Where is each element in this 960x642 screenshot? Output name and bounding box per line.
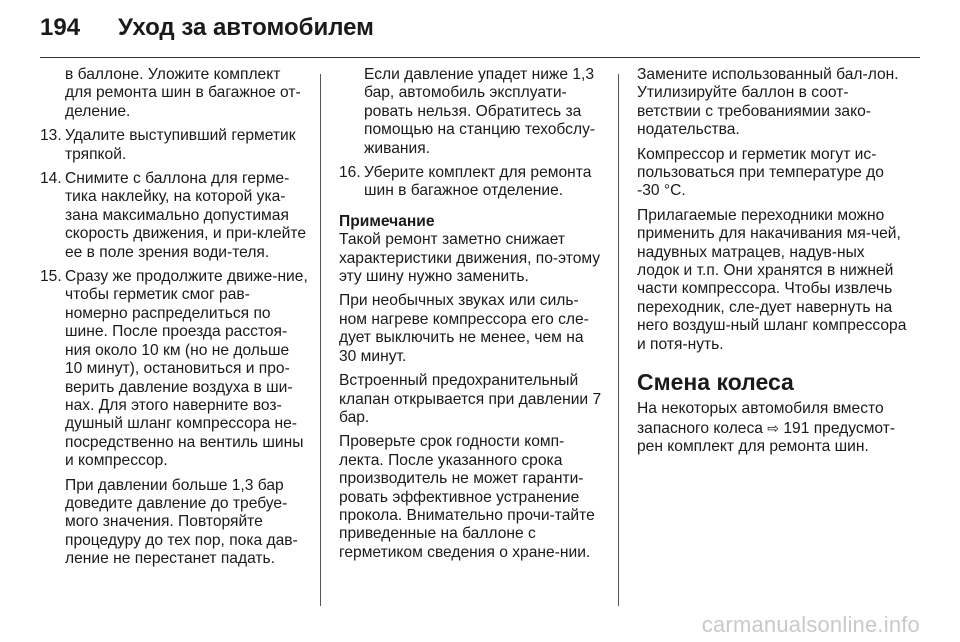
paragraph: Замените использованный бал-лон. Утилизируйте баллон в соот-ветствии с требованиямии зако-нодательства. <box>637 66 899 139</box>
column-3 <box>637 66 907 462</box>
note-paragraph: Такой ремонт заметно снижает характеристики движения, по-этому эту шину нужно заменить. <box>339 231 601 286</box>
list-number: 14. <box>40 170 62 188</box>
list-text: Снимите с баллона для герме-тика наклейку, на которой ука-зана максимально допустимая скорость движения, и при-клейте ее в поле зрения води-теля. <box>65 170 307 261</box>
list-number: 13. <box>40 127 62 145</box>
column-1 <box>40 66 308 575</box>
section-heading: Смена колеса <box>637 369 794 396</box>
column-divider <box>618 74 619 606</box>
list-number: 16. <box>339 164 361 182</box>
paragraph-continued: в баллоне. Уложите комплект для ремонта шин в багажное от-деление. <box>65 66 301 120</box>
list-text: Уберите комплект для ремонта шин в багажное отделение. <box>364 164 592 200</box>
list-item-15 <box>40 268 308 470</box>
list-text: Сразу же продолжите движе-ние, чтобы герметик смог рав-номерно распределиться по шине. После проезда расстоя-ния около 10 км (но не дольше 10 минут), остановиться и про-верить давление воздуха в ши-нах. Для этого наверните воз-душный шланг компрессора не-посредственно на вентиль шины и компрессор. <box>65 268 308 470</box>
paragraph: Прилагаемые переходники можно применить для накачивания мя-чей, надувных матрацев, надув-ных лодок и т.п. Они хранятся в нижней части компрессора. Чтобы извлечь переходник, сле-дует навернуть на него воздуш-ный шланг компрессора и потя-нуть. <box>637 206 907 353</box>
note-paragraph: Встроенный предохранительный клапан открывается при давлении 7 бар. <box>339 372 602 426</box>
header-rule <box>40 57 920 58</box>
page-reference-arrow-icon: ⇨ <box>767 419 780 436</box>
page-number: 194 <box>40 14 81 41</box>
column-2 <box>339 66 605 568</box>
note-paragraph: При необычных звуках или силь-ном нагреве компрессора его сле-дует выключить не менее, чем на 30 минут. <box>339 292 589 365</box>
list-item-14 <box>40 170 308 262</box>
page-title: Уход за автомобилем <box>118 14 374 41</box>
list-item-13 <box>40 127 308 164</box>
list-text: Удалите выступивший герметик тряпкой. <box>65 127 296 163</box>
note-paragraph: Проверьте срок годности комп-лекта. После указанного срока производитель не может гаранти-ровать эффективное устранение прокола. Внимательно прочи-тайте приведенные на баллоне с герметиком сведения о хране-нии. <box>339 433 595 561</box>
section-text: 191 предусмот-рен комплект для ремонта шин. <box>637 419 896 455</box>
list-number: 15. <box>40 268 62 286</box>
paragraph: Компрессор и герметик могут ис-пользоваться при температуре до -30 °C. <box>637 145 884 200</box>
paragraph-low-pressure: Если давление упадет ниже 1,3 бар, автомобиль эксплуати-ровать нельзя. Обратитесь за помощью на станцию техобслу-живания. <box>364 66 596 157</box>
list-item-16 <box>339 164 605 201</box>
watermark: carmanualsonline.info <box>701 612 920 637</box>
paragraph-pressure: При давлении больше 1,3 бар доведите давление до требуе-мого значения. Повторяйте процедуру до тех пор, пока дав-ление не перестанет падать. <box>65 476 298 568</box>
section-text: На некоторых автомобиля вместо запасного колеса <box>637 400 884 437</box>
section-paragraph <box>637 400 907 456</box>
column-divider <box>320 74 321 606</box>
note-title: Примечание <box>339 212 435 230</box>
